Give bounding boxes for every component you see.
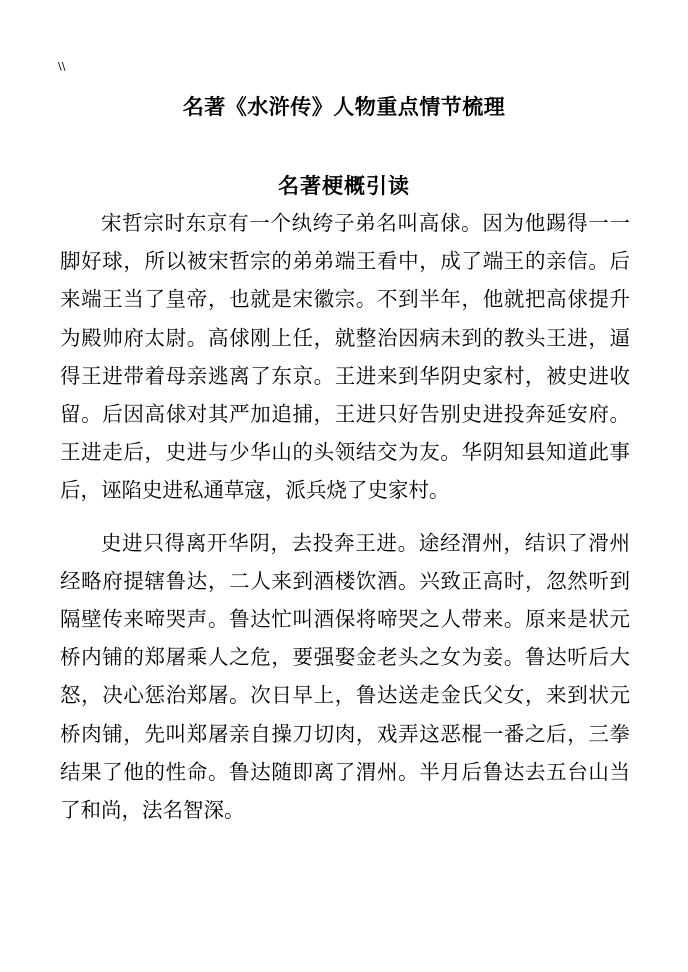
header-mark: \\ bbox=[58, 60, 66, 73]
document-body bbox=[60, 204, 630, 843]
section-title: 名著梗概引读 bbox=[278, 173, 410, 198]
paragraph-1: 宋哲宗时东京有一个纨绔子弟名叫高俅。因为他踢得一一脚好球，所以被宋哲宗的弟弟端王看中，成了端王的亲信。后来端王当了皇帝，也就是宋徽宗。不到半年，他就把高俅提升为殿帅府太尉。高俅刚上任，就整治因病未到的教头王进，逼得王进带着母亲逃离了东京。王进来到华阴史家村，被史进收留。后因高俅对其严加追捕，王进只好告别史进投奔延安府。王进走后，史进与少华山的头领结交为友。华阴知县知道此事后，诬陷史进私通草寇，派兵烧了史家村。 bbox=[60, 211, 630, 503]
paragraph-2: 史进只得离开华阴，去投奔王进。途经渭州，结识了滑州经略府提辖鲁达，二人来到酒楼饮酒。兴致正高时，忽然听到隔壁传来啼哭声。鲁达忙叫酒保将啼哭之人带来。原来是状元桥内铺的郑屠乘人之危，要强娶金老头之女为妾。鲁达听后大怒，决心惩治郑屠。次日早上，鲁达送走金氏父女，来到状元桥肉铺，先叫郑屠亲自操刀切肉，戏弄这恶棍一番之后，三拳结果了他的性命。鲁达随即离了渭州。半月后鲁达去五台山当了和尚，法名智深。 bbox=[60, 530, 630, 823]
document-title: 名著《水浒传》人物重点情节梳理 bbox=[182, 94, 506, 119]
